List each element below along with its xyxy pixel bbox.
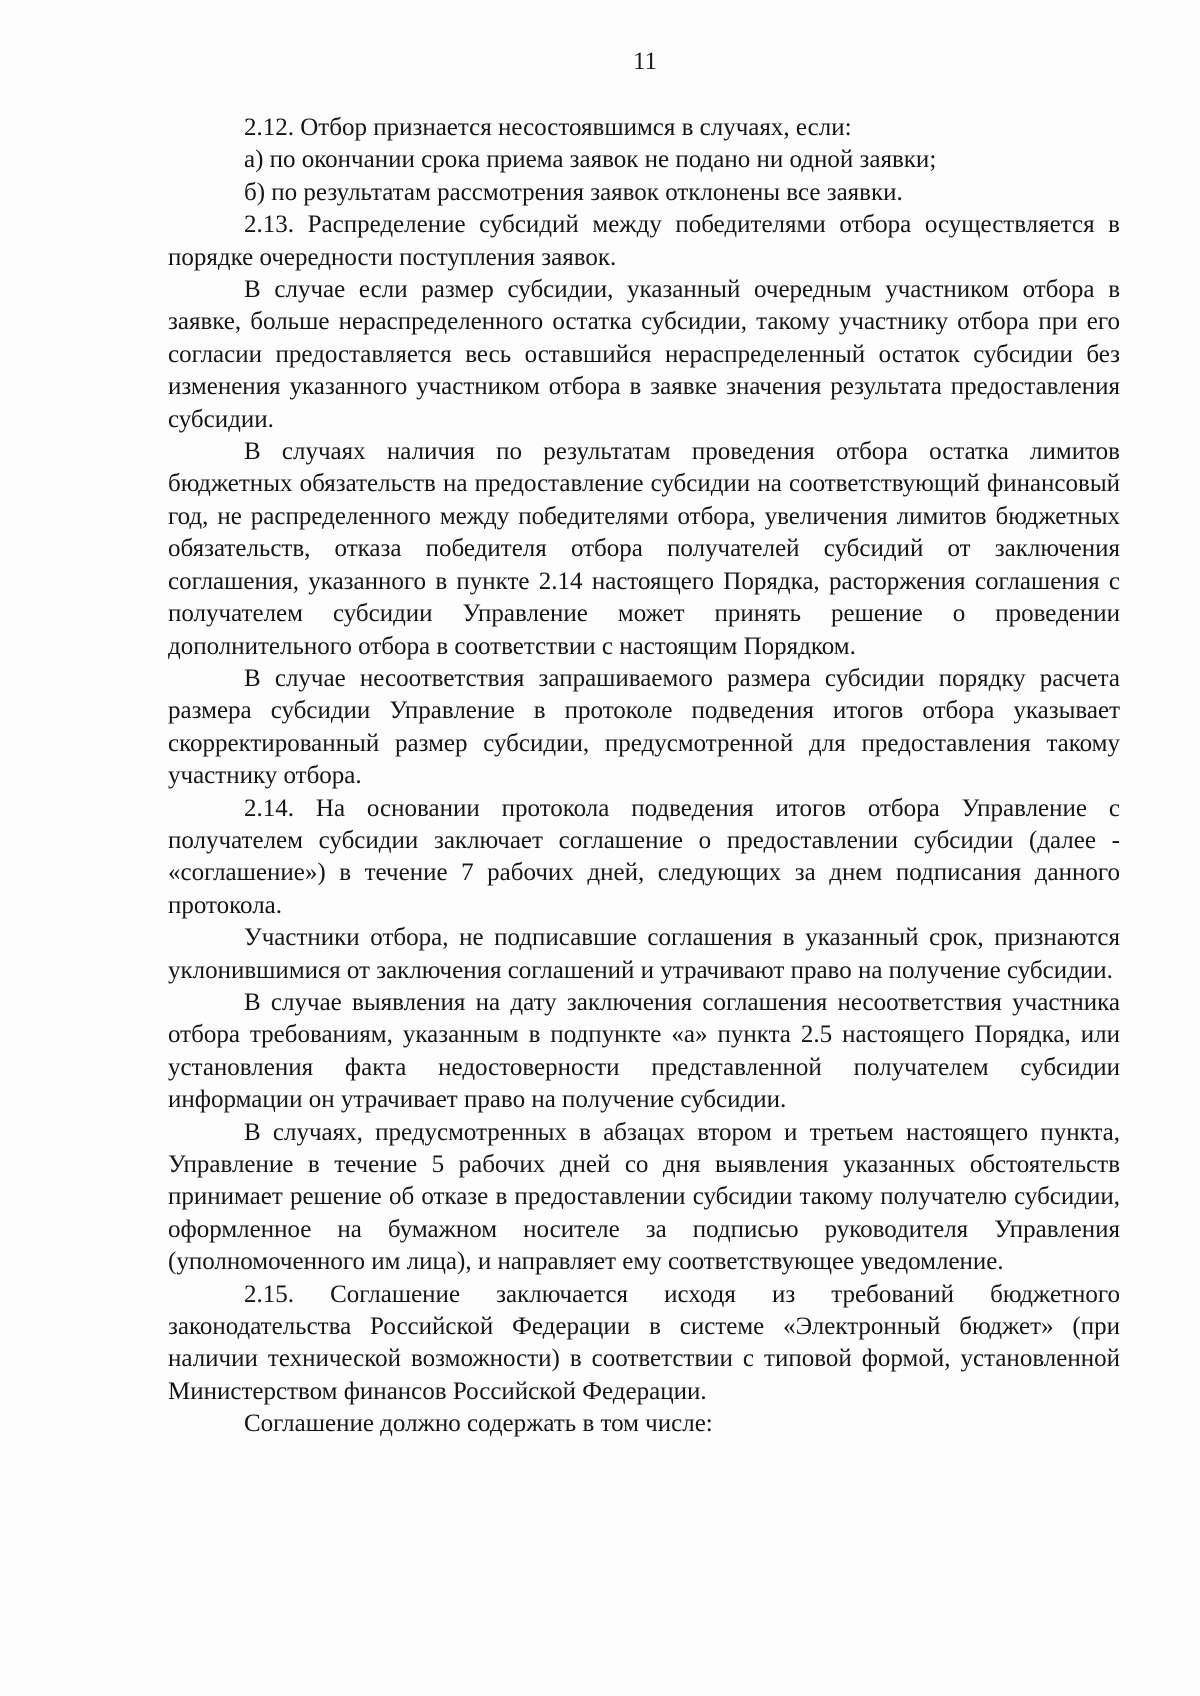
- paragraph-2-12: 2.12. Отбор признается несостоявшимся в случаях, если:: [244, 114, 852, 141]
- paragraph-2-13-remainder: В случае если размер субсидии, указанный очередным участником отбора в заявке, больше нераспределенного остатка субсидии, такому участнику отбора при его согласии предоставляется весь оставшийся нераспределенный остаток субсидии без изменения указанного участником отбора в заявке значения результата предоставления субсидии.: [168, 276, 1120, 433]
- paragraph-2-14-refusal: В случаях, предусмотренных в абзацах втором и третьем настоящего пункта, Управление в течение 5 рабочих дней со дня выявления указанных обстоятельств принимает решение об отказе в предоставлении субсидии такому получателю субсидии, оформленное на бумажном носителе за подписью руководителя Управления (уполномоченного им лица), и направляет ему соответствующее уведомление.: [168, 1118, 1120, 1276]
- paragraph-2-12-a: а) по окончании срока приема заявок не подано ни одной заявки;: [244, 146, 937, 174]
- page-number: 11: [632, 48, 658, 75]
- paragraph-2-15-contents: Соглашение должно содержать в том числе:: [244, 1410, 713, 1438]
- paragraph-2-14-evasion: Участники отбора, не подписавшие соглашения в указанный срок, признаются уклонившимися от заключения соглашений и утрачивают право на получение субсидии.: [168, 924, 1120, 984]
- paragraph-2-13-corrected-amount: В случае несоответствия запрашиваемого размера субсидии порядку расчета размера субсидии Управление в протоколе подведения итогов отбора указывает скорректированный размер субсидии, предусмотренной для предоставления такому участнику отбора.: [168, 664, 1120, 790]
- paragraph-2-13: 2.13. Распределение субсидий между победителями отбора осуществляется в порядке очередности поступления заявок.: [168, 211, 1120, 271]
- document-body: [168, 112, 1120, 1441]
- paragraph-2-15: 2.15. Соглашение заключается исходя из требований бюджетного законодательства Российской Федерации в системе «Электронный бюджет» (при наличии технической возможности) в соответствии с типовой формой, установленной Министерством финансов Российской Федерации.: [168, 1280, 1120, 1405]
- paragraph-2-13-additional-selection: В случаях наличия по результатам проведения отбора остатка лимитов бюджетных обязательств на предоставление субсидии на соответствующий финансовый год, не распределенного между победителями отбора, увеличения лимитов бюджетных обязательств, отказа победителя отбора получателей субсидий от заключения соглашения, указанного в пункте 2.14 настоящего Порядка, расторжения соглашения с получателем субсидии Управление может принять решение о проведении дополнительного отбора в соответствии с настоящим Порядком.: [168, 438, 1120, 660]
- paragraph-2-14-nonconformity: В случае выявления на дату заключения соглашения несоответствия участника отбора требованиям, указанным в подпункте «а» пункта 2.5 настоящего Порядка, или установления факта недостоверности представленной получателем субсидии информации он утрачивает право на получение субсидии.: [168, 988, 1120, 1114]
- paragraph-2-14: 2.14. На основании протокола подведения итогов отбора Управление с получателем субсидии заключает соглашение о предоставлении субсидии (далее - «соглашение») в течение 7 рабочих дней, следующих за днем подписания данного протокола.: [168, 794, 1120, 919]
- paragraph-2-12-b: б) по результатам рассмотрения заявок отклонены все заявки.: [244, 178, 903, 206]
